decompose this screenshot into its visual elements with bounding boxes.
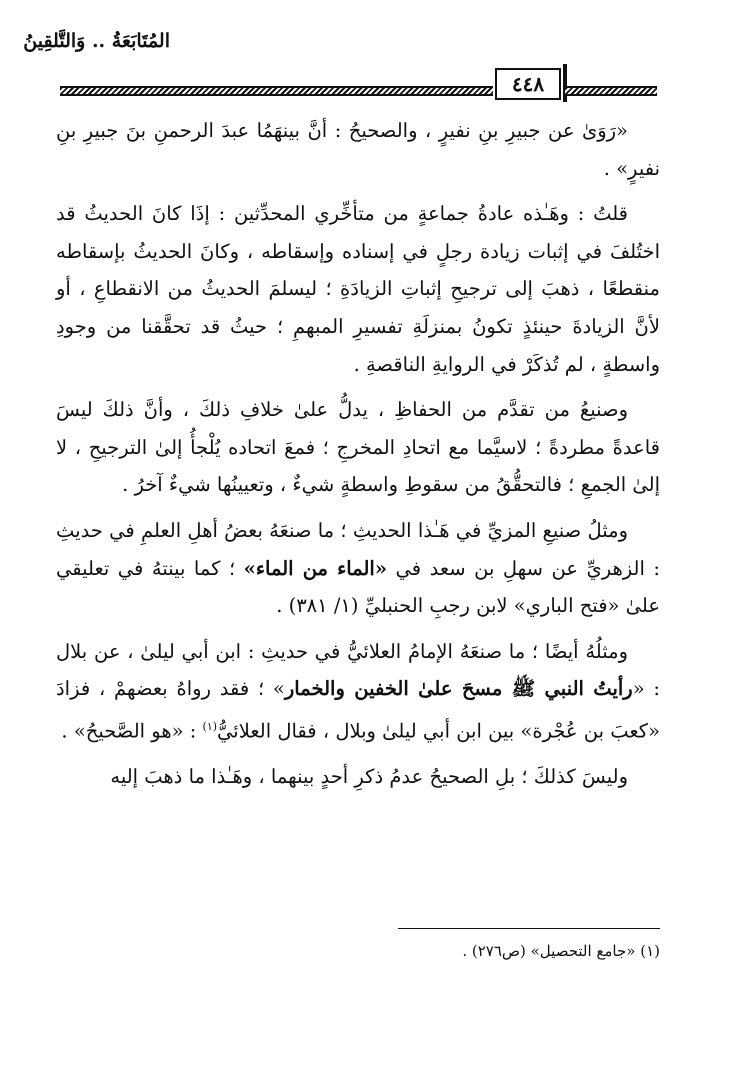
running-title: المُتَابَعَةُ .. وَالتَّلقِينُ bbox=[23, 30, 170, 52]
header-rule-left bbox=[60, 86, 493, 96]
hadith-title-khuff: رأيتُ النبي ﷺ مسحَ علىٰ الخفين والخمار bbox=[284, 677, 633, 701]
paragraph-1: «رَوَىٰ عن جبيرِ بنِ نفيرٍ ، والصحيحُ : أنَّ بينهَمُا عبدَ الرحمنِ بنَ جبيرِ بنِ نفيرٍ» . bbox=[56, 119, 660, 180]
paragraph-2: قلتُ : وهَـٰذه عادةُ جماعةٍ من متأخِّري المحدِّثين : إذَا كانَ الحديثُ قد اختُلفَ في إثبات زيادة رجلٍ في إسناده وإسقاطه ، وكانَ الحديثُ بإسقاطه منقطعًا ، ذهبَ إلى ترجيحِ إثباتِ الزيادَةِ ؛ ليسلمَ الحديثُ من الانقطاعِ ، أو لأنَّ الزيادةَ حينئذٍ تكونُ بمنزلَةِ تفسيرِ المبهمِ ؛ حيثُ قد تحقَّقنا من وجودِ واسطةٍ ، لم تُذكَرْ في الروايةِ الناقصةِ . bbox=[56, 202, 660, 376]
paragraph-5-text-c: : «هو الصَّحيحُ» . bbox=[61, 719, 203, 743]
footnote-divider bbox=[398, 928, 660, 929]
page-number: ٤٤٨ bbox=[495, 68, 561, 100]
hadith-title-water: «الماء من الماء» bbox=[243, 556, 388, 580]
footnote-reference: (١) bbox=[202, 719, 218, 733]
paragraph-6: وليسَ كذلكَ ؛ بلِ الصحيحُ عدمُ ذكرِ أحدٍ بينهما ، وهَـٰذا ما ذهبَ إليه bbox=[110, 765, 628, 788]
paragraph-4-text-a: ومثلُ صنيعِ المزيِّ في هَـٰذا الحديثِ ؛ ما صنعَهُ بعضُ أهلِ العلمِ في حديثِ : الزهريِّ عن سهلِ بن سعد في bbox=[56, 518, 660, 580]
paragraph-3: وصنيعُ من تقدَّم من الحفاظِ ، يدلُّ علىٰ خلافِ ذلكَ ، وأنَّ ذلكَ ليسَ قاعدةً مطردةً ؛ لاسيَّما مع اتحادِ المخرجِ ؛ فمعَ اتحاده يُلْجأُ إلىٰ الترجيحِ ، لا إلىٰ الجمعِ ؛ فالتحقُّقُ من سقوطِ واسطةٍ شيءٌ ، وتعيينُها شيءٌ آخرُ . bbox=[56, 398, 660, 497]
paragraph-5-text-a: ومثلُهُ أيضًا ؛ ما صنعَهُ الإمامُ العلائيُّ في حديثِ : ابن أبي ليلىٰ ، عن بلال : « bbox=[56, 639, 660, 701]
paragraph-5-text-b: » ؛ فقد رواهُ بعضهمْ ، فزادَ «كعبَ بن عُجْرة» بين ابن أبي ليلىٰ وبلال ، فقال العلائيُّ bbox=[56, 677, 660, 743]
header-rule-right bbox=[565, 86, 657, 96]
paragraph-4-text-b: ؛ كما بينتهُ في تعليقي علىٰ «فتح الباري» لابن رجبِ الحنبليِّ (١/ ٣٨١) . bbox=[56, 556, 660, 618]
paragraph-4 bbox=[56, 512, 660, 625]
footnote: (١) «جامع التحصيل» (ص٢٧٦) . bbox=[462, 942, 660, 960]
paragraph-5 bbox=[56, 633, 660, 750]
body-text bbox=[56, 112, 660, 804]
